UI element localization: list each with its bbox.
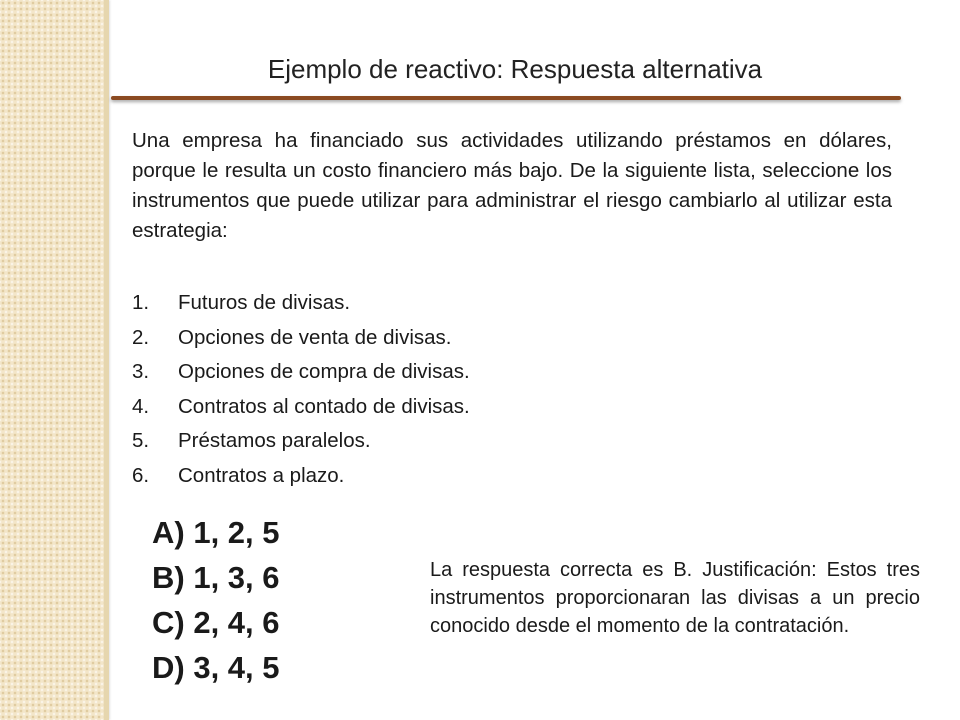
option-number: 3. (132, 360, 150, 383)
decorative-side-line (104, 0, 109, 720)
option-text: Contratos a plazo. (178, 463, 345, 487)
option-text: Opciones de venta de divisas. (178, 325, 452, 349)
answer-choices (152, 510, 280, 690)
option-number: 4. (132, 394, 150, 418)
question-text: Una empresa ha financiado sus actividades utilizando préstamos en dólares, porque le resulta un costo financiero más bajo. De la siguiente lista, seleccione los instrumentos que puede utilizar para administrar el riesgo cambiarlo al utilizar esta estrategia: (132, 129, 892, 242)
justification-text: La respuesta correcta es B. Justificación: Estos tres instrumentos proporcionaran las divisas a un precio conocido desde el momento de la contratación. (430, 559, 920, 637)
options-list (132, 286, 470, 493)
option-item (132, 286, 470, 321)
title-underline (111, 96, 901, 100)
option-number: 1. (132, 291, 150, 314)
option-item (132, 390, 470, 425)
option-item (132, 355, 470, 390)
answer-choice-a: A) 1, 2, 5 (152, 515, 280, 550)
option-number: 2. (132, 325, 150, 349)
option-item (132, 424, 470, 459)
answer-choice-b: B) 1, 3, 6 (152, 560, 280, 595)
decorative-side-strip (0, 0, 104, 720)
option-text: Préstamos paralelos. (178, 429, 371, 452)
option-text: Futuros de divisas. (178, 291, 351, 314)
option-item (132, 321, 470, 356)
slide-title: Ejemplo de reactivo: Respuesta alternativa (267, 54, 763, 84)
option-text: Contratos al contado de divisas. (178, 394, 470, 418)
option-item (132, 459, 470, 494)
option-number: 6. (132, 463, 150, 487)
answer-choice-c: C) 2, 4, 6 (152, 605, 280, 640)
option-number: 5. (132, 429, 150, 452)
option-text: Opciones de compra de divisas. (178, 360, 470, 383)
answer-choice-d: D) 3, 4, 5 (152, 650, 280, 685)
